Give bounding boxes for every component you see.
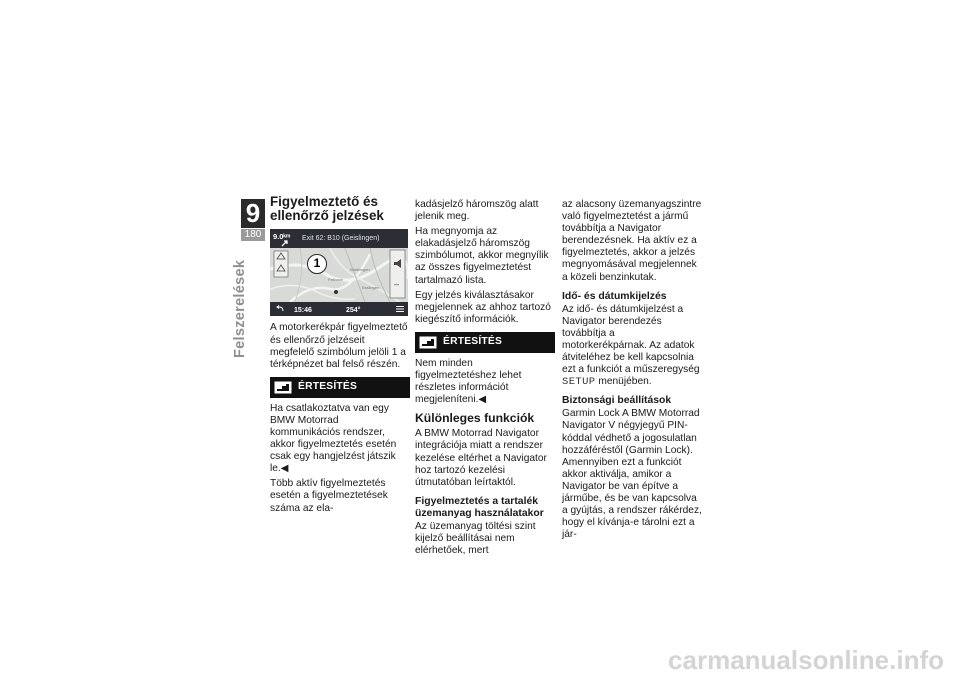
paragraph: Ha megnyomja az elakadásjelző háromszög szimbólumot, akkor megnyílik az összes figyelmeztetést tartalmazó lista. — [415, 226, 549, 286]
turn-arrow-icon — [281, 240, 291, 247]
svg-text:Esslingen: Esslingen — [362, 285, 380, 291]
note-hand-icon — [419, 336, 437, 349]
paragraph-text: menüjében. — [598, 376, 652, 388]
paragraph: kadásjelző háromszög alatt jelenik meg. — [415, 199, 539, 223]
note-banner — [415, 332, 555, 353]
svg-text:Waiblingen: Waiblingen — [350, 267, 370, 273]
callout-marker: 1 — [307, 254, 327, 274]
paragraph: Egy jelzés kiválasztásakor megjelennek az ahhoz tartozó kiegészítő információk. — [415, 289, 551, 325]
subheading-time-date: Idő- és dátumkijelzés — [562, 290, 667, 302]
section-heading-warnings: Figyelmeztető és ellenőrző jelzések — [270, 194, 384, 224]
section-heading-special: Különleges funkciók — [415, 411, 535, 426]
paragraph: Több aktív figyelmeztetés esetén a figyelmeztetések száma az ela- — [270, 478, 388, 514]
svg-text:Fellbach: Fellbach — [328, 277, 344, 283]
paragraph: Ha csatlakoztatva van egy BMW Motorrad kommunikációs rendszer, akkor figyelmeztetés esetén csak egy hangjelzést játszik le.◀ — [270, 402, 397, 475]
back-arrow-icon — [275, 305, 285, 313]
turn-distance: 9.0ᵏᵐ — [273, 232, 291, 242]
chapter-title: Felszerelések — [232, 259, 248, 358]
paragraph-text: Az idő- és dátumkijelzést a Navigator berendezés továbbítja a motorkerékpárnak. Az adatok átviteléhez be kell kapcsolnia ezt a funkciót a műszeregység — [562, 303, 700, 376]
page-number: 180 — [241, 229, 265, 241]
watermark-text: carmanualsonline.info — [668, 645, 944, 675]
paragraph: Garmin Lock A BMW Motorrad Navigator V négyjegyű PIN-kóddal védhető a jogosulatlan hozzáféréstől (Garmin Lock). Amennyiben ezt a funkciót akkor aktiválja, amikor a Navigator be van építve a járműbe, és be van kapcsolva a gyújtás, a rendszer rákérdez, hogy el kívánja-e tárolni ezt a jár- — [562, 408, 702, 541]
column-2 — [415, 199, 555, 560]
navigator-screenshot — [270, 229, 408, 316]
heading-value: 254° — [346, 307, 361, 315]
nav-top-bar — [270, 229, 408, 248]
column-1 — [270, 195, 410, 518]
subheading-fuel: Figyelmeztetés a tartalék üzemanyag használatakor — [415, 495, 544, 519]
arrival-time: 15:46 — [294, 307, 312, 315]
nav-bottom-bar — [270, 302, 408, 316]
note-label: ÉRTESÍTÉS — [443, 336, 503, 348]
exit-instruction: Exit 62: B10 (Geislingen) — [302, 235, 380, 243]
note-hand-icon — [274, 381, 292, 394]
paragraph — [562, 304, 702, 389]
paragraph: Az üzemanyag töltési szint kijelző beállításai nem elérhetőek, mert — [415, 520, 536, 556]
paragraph: Nem minden figyelmeztetéshez lehet részletes információt megjeleníteni.◀ — [415, 357, 522, 406]
column-3 — [562, 199, 702, 544]
paragraph: A BMW Motorrad Navigator integrációja miatt a rendszer kezelése eltérhet a Navigator hoz tartozó kezelési útmutatóban leírtaktól. — [415, 428, 547, 488]
menu-icon — [395, 305, 405, 313]
subheading-security: Biztonsági beállítások — [562, 395, 672, 407]
note-label: ÉRTESÍTÉS — [298, 381, 358, 393]
paragraph: A motorkerékpár figyelmeztető és ellenőrző jelzéseit megfelelő szimbólum jelöli 1 a térképnézet bal felső részén. — [270, 322, 408, 370]
svg-text:–: – — [394, 279, 400, 290]
note-banner — [270, 377, 410, 398]
setup-menu-label: SETUP — [562, 376, 596, 389]
chapter-number: 9 — [241, 199, 265, 228]
paragraph: az alacsony üzemanyagszintre való figyelmeztetést a jármű továbbítja a Navigator berendezésnek. Ha aktív ez a figyelmeztetés, akkor a jelzés megnyomásával megjelennek a közeli benzinkutak. — [562, 199, 702, 283]
